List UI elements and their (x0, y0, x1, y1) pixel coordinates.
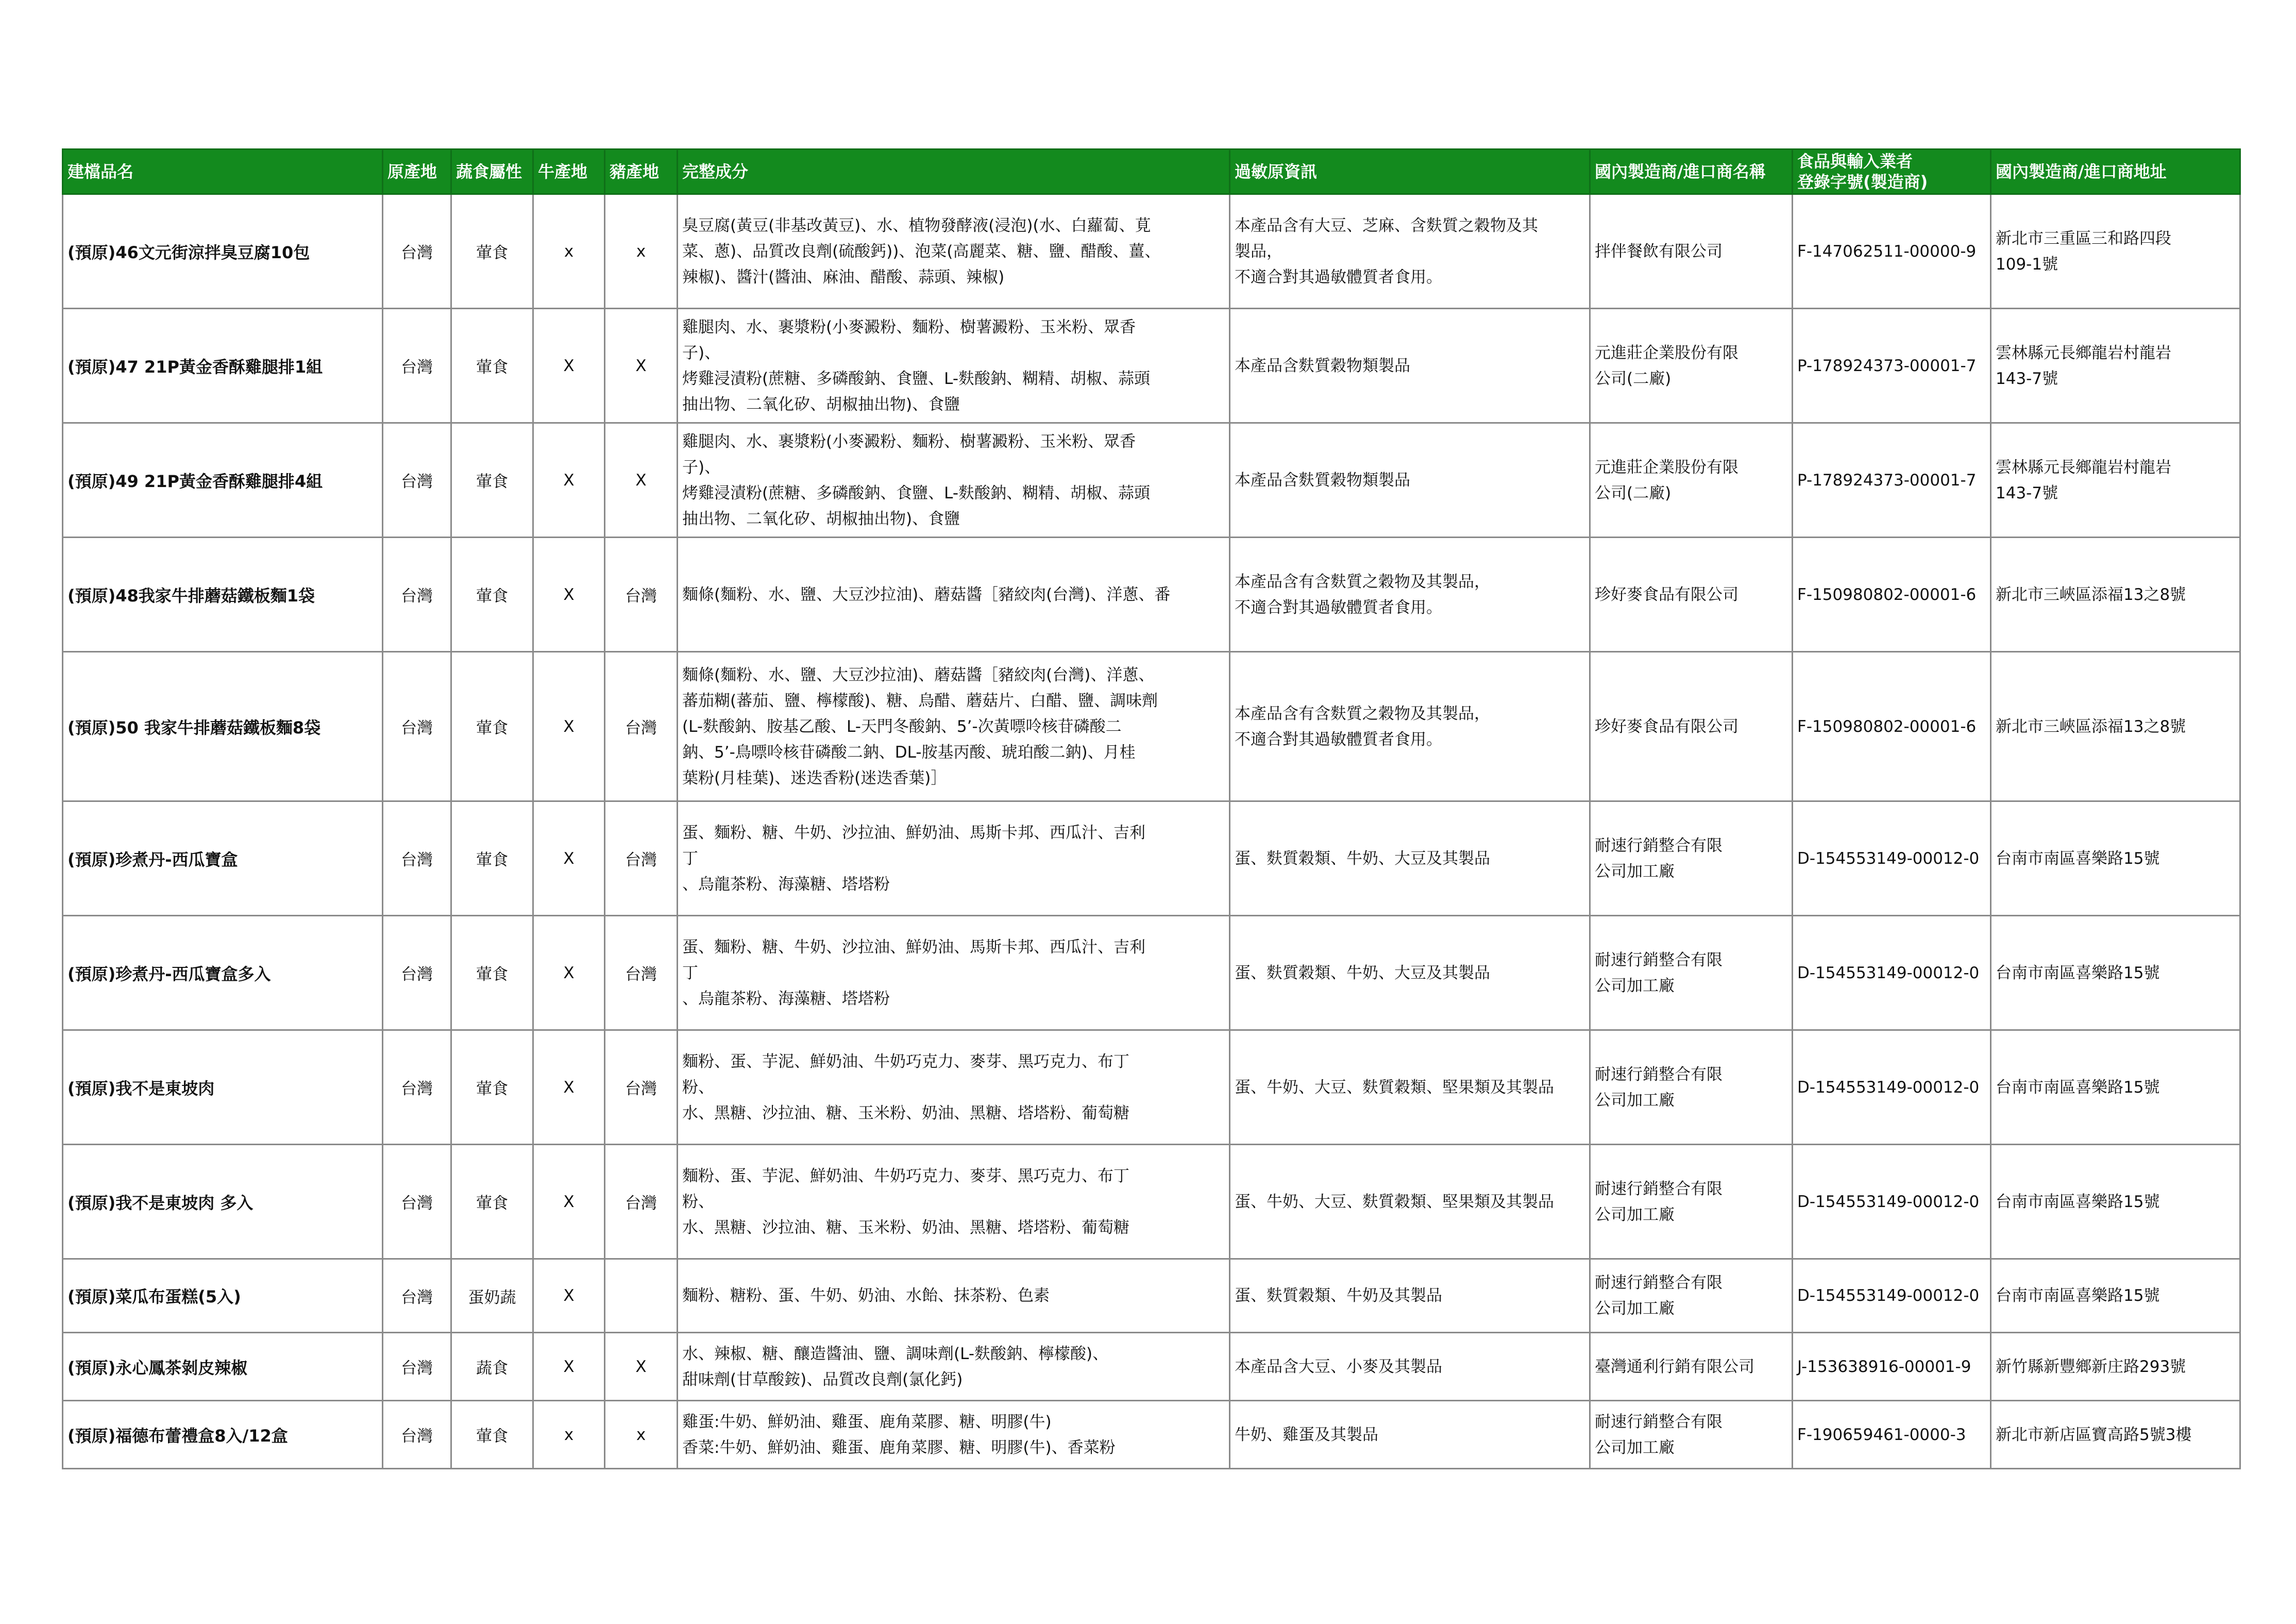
cell-allergens: 蛋、麩質穀類、牛奶、大豆及其製品 (1230, 916, 1590, 1030)
cell-beef: x (533, 194, 605, 309)
cell-origin: 台灣 (383, 801, 451, 916)
cell-allergens: 本產品含有大豆、芝麻、含麩質之穀物及其 製品， 不適合對其過敏體質者食用。 (1230, 194, 1590, 309)
table-body (63, 194, 2240, 1469)
table-row (63, 652, 2240, 801)
cell-veg: 葷食 (451, 1401, 533, 1469)
cell-beef: X (533, 652, 605, 801)
cell-allergens: 蛋、牛奶、大豆、麩質穀類、堅果類及其製品 (1230, 1145, 1590, 1259)
cell-ingredients: 蛋、麵粉、糖、牛奶、沙拉油、鮮奶油、馬斯卡邦、西瓜汁、吉利 丁 、烏龍茶粉、海藻糖、塔塔粉 (678, 916, 1230, 1030)
cell-reg-no: P-178924373-00001-7 (1793, 423, 1991, 538)
cell-allergens: 牛奶、雞蛋及其製品 (1230, 1401, 1590, 1469)
cell-veg: 葷食 (451, 652, 533, 801)
cell-pork: X (605, 1333, 678, 1401)
cell-beef: X (533, 1333, 605, 1401)
cell-ingredients: 水、辣椒、糖、釀造醬油、鹽、調味劑(L-麩酸鈉、檸檬酸)、 甜味劑(甘草酸銨)、品質改良劑(氯化鈣) (678, 1333, 1230, 1401)
cell-name: (預原)46文元街涼拌臭豆腐10包 (63, 194, 383, 309)
cell-pork: x (605, 194, 678, 309)
cell-address: 雲林縣元長鄉龍岩村龍岩 143-7號 (1991, 423, 2240, 538)
cell-beef: X (533, 801, 605, 916)
cell-veg: 葷食 (451, 309, 533, 423)
cell-beef: X (533, 1030, 605, 1145)
cell-allergens: 蛋、麩質穀類、牛奶、大豆及其製品 (1230, 801, 1590, 916)
cell-name: (預原)我不是東坡肉 (63, 1030, 383, 1145)
cell-reg-no: P-178924373-00001-7 (1793, 309, 1991, 423)
cell-manufacturer: 珍好麥食品有限公司 (1590, 652, 1793, 801)
cell-address: 台南市南區喜樂路15號 (1991, 916, 2240, 1030)
cell-name: (預原)珍煮丹-西瓜寶盒多入 (63, 916, 383, 1030)
table-row (63, 1259, 2240, 1333)
cell-reg-no: D-154553149-00012-0 (1793, 801, 1991, 916)
cell-reg-no: J-153638916-00001-9 (1793, 1333, 1991, 1401)
cell-veg: 葷食 (451, 1145, 533, 1259)
cell-address: 新北市三峽區添福13之8號 (1991, 652, 2240, 801)
cell-ingredients: 雞腿肉、水、裹漿粉(小麥澱粉、麵粉、樹薯澱粉、玉米粉、眾香 子)、 烤雞浸漬粉(蔗糖、多磷酸鈉、食鹽、L-麩酸鈉、糊精、胡椒、蒜頭 抽出物、二氧化矽、胡椒抽出物)、食鹽 (678, 309, 1230, 423)
cell-name: (預原)47 21P黃金香酥雞腿排1組 (63, 309, 383, 423)
cell-reg-no: F-147062511-00000-9 (1793, 194, 1991, 309)
cell-name: (預原)50 我家牛排蘑菇鐵板麵8袋 (63, 652, 383, 801)
cell-origin: 台灣 (383, 1145, 451, 1259)
cell-veg: 葷食 (451, 916, 533, 1030)
cell-reg-no: D-154553149-00012-0 (1793, 1145, 1991, 1259)
cell-name: (預原)珍煮丹-西瓜寶盒 (63, 801, 383, 916)
header-row (63, 149, 2240, 194)
cell-manufacturer: 拌伴餐飲有限公司 (1590, 194, 1793, 309)
cell-address: 新北市三重區三和路四段 109-1號 (1991, 194, 2240, 309)
table-row (63, 309, 2240, 423)
header-beef-origin: 牛產地 (533, 149, 605, 194)
cell-pork: x (605, 1401, 678, 1469)
cell-origin: 台灣 (383, 1333, 451, 1401)
cell-address: 新北市新店區寶高路5號3樓 (1991, 1401, 2240, 1469)
cell-veg: 蛋奶蔬 (451, 1259, 533, 1333)
header-ingredients: 完整成分 (678, 149, 1230, 194)
cell-manufacturer: 耐速行銷整合有限 公司加工廠 (1590, 1145, 1793, 1259)
cell-beef: X (533, 1145, 605, 1259)
cell-allergens: 本產品含麩質穀物類製品 (1230, 423, 1590, 538)
cell-address: 台南市南區喜樂路15號 (1991, 1030, 2240, 1145)
cell-origin: 台灣 (383, 652, 451, 801)
cell-veg: 蔬食 (451, 1333, 533, 1401)
table-row (63, 916, 2240, 1030)
cell-veg: 葷食 (451, 801, 533, 916)
cell-allergens: 本產品含有含麩質之穀物及其製品， 不適合對其過敏體質者食用。 (1230, 652, 1590, 801)
header-reg-no: 食品與輸入業者 登錄字號(製造商) (1793, 149, 1991, 194)
cell-ingredients: 臭豆腐(黃豆(非基改黃豆)、水、植物發酵液(浸泡)(水、白蘿蔔、莧 菜、蔥)、品質改良劑(硫酸鈣))、泡菜(高麗菜、糖、鹽、醋酸、薑、 辣椒)、醬汁(醬油、麻油、醋酸、蒜頭、辣椒) (678, 194, 1230, 309)
cell-pork: X (605, 309, 678, 423)
cell-manufacturer: 耐速行銷整合有限 公司加工廠 (1590, 1030, 1793, 1145)
cell-ingredients: 雞蛋:牛奶、鮮奶油、雞蛋、鹿角菜膠、糖、明膠(牛) 香菜:牛奶、鮮奶油、雞蛋、鹿角菜膠、糖、明膠(牛)、香菜粉 (678, 1401, 1230, 1469)
cell-allergens: 本產品含麩質穀物類製品 (1230, 309, 1590, 423)
cell-reg-no: D-154553149-00012-0 (1793, 1030, 1991, 1145)
cell-pork: 台灣 (605, 538, 678, 652)
table-row (63, 1401, 2240, 1469)
cell-ingredients: 麵粉、蛋、芋泥、鮮奶油、牛奶巧克力、麥芽、黑巧克力、布丁 粉、 水、黑糖、沙拉油、糖、玉米粉、奶油、黑糖、塔塔粉、葡萄糖 (678, 1030, 1230, 1145)
header-pork-origin: 豬產地 (605, 149, 678, 194)
cell-origin: 台灣 (383, 194, 451, 309)
cell-manufacturer: 耐速行銷整合有限 公司加工廠 (1590, 801, 1793, 916)
cell-reg-no: D-154553149-00012-0 (1793, 1259, 1991, 1333)
cell-origin: 台灣 (383, 538, 451, 652)
cell-beef: X (533, 1259, 605, 1333)
cell-origin: 台灣 (383, 1401, 451, 1469)
cell-address: 台南市南區喜樂路15號 (1991, 1259, 2240, 1333)
cell-address: 雲林縣元長鄉龍岩村龍岩 143-7號 (1991, 309, 2240, 423)
cell-allergens: 本產品含有含麩質之穀物及其製品， 不適合對其過敏體質者食用。 (1230, 538, 1590, 652)
cell-pork (605, 1259, 678, 1333)
cell-ingredients: 蛋、麵粉、糖、牛奶、沙拉油、鮮奶油、馬斯卡邦、西瓜汁、吉利 丁 、烏龍茶粉、海藻糖、塔塔粉 (678, 801, 1230, 916)
cell-name: (預原)福德布蕾禮盒8入/12盒 (63, 1401, 383, 1469)
cell-reg-no: F-150980802-00001-6 (1793, 652, 1991, 801)
cell-origin: 台灣 (383, 916, 451, 1030)
cell-ingredients: 雞腿肉、水、裹漿粉(小麥澱粉、麵粉、樹薯澱粉、玉米粉、眾香 子)、 烤雞浸漬粉(蔗糖、多磷酸鈉、食鹽、L-麩酸鈉、糊精、胡椒、蒜頭 抽出物、二氧化矽、胡椒抽出物)、食鹽 (678, 423, 1230, 538)
cell-veg: 葷食 (451, 423, 533, 538)
cell-origin: 台灣 (383, 309, 451, 423)
cell-manufacturer: 珍好麥食品有限公司 (1590, 538, 1793, 652)
cell-pork: 台灣 (605, 801, 678, 916)
cell-pork: 台灣 (605, 1145, 678, 1259)
table-row (63, 423, 2240, 538)
cell-allergens: 蛋、牛奶、大豆、麩質穀類、堅果類及其製品 (1230, 1030, 1590, 1145)
cell-ingredients: 麵條(麵粉、水、鹽、大豆沙拉油)、蘑菇醬［豬絞肉(台灣)、洋蔥、 蕃茄糊(蕃茄、鹽、檸檬酸)、糖、烏醋、蘑菇片、白醋、鹽、調味劑 (L-麩酸鈉、胺基乙酸、L-天門冬酸鈉、5’-次黃嘌呤核苷磷酸二 鈉、5’-鳥嘌呤核苷磷酸二鈉、DL-胺基丙酸、琥珀酸二鈉)、月桂 葉粉(月桂葉)、迷迭香粉(迷迭香葉)］ (678, 652, 1230, 801)
cell-manufacturer: 耐速行銷整合有限 公司加工廠 (1590, 1401, 1793, 1469)
header-manufacturer: 國內製造商/進口商名稱 (1590, 149, 1793, 194)
header-veg: 蔬食屬性 (451, 149, 533, 194)
cell-name: (預原)49 21P黃金香酥雞腿排4組 (63, 423, 383, 538)
cell-pork: X (605, 423, 678, 538)
cell-beef: X (533, 423, 605, 538)
cell-beef: X (533, 309, 605, 423)
cell-beef: x (533, 1401, 605, 1469)
cell-manufacturer: 耐速行銷整合有限 公司加工廠 (1590, 916, 1793, 1030)
table-row (63, 801, 2240, 916)
cell-manufacturer: 臺灣通利行銷有限公司 (1590, 1333, 1793, 1401)
header-address: 國內製造商/進口商地址 (1991, 149, 2240, 194)
cell-veg: 葷食 (451, 538, 533, 652)
cell-pork: 台灣 (605, 652, 678, 801)
cell-address: 新竹縣新豐鄉新庄路293號 (1991, 1333, 2240, 1401)
cell-ingredients: 麵粉、糖粉、蛋、牛奶、奶油、水飴、抹茶粉、色素 (678, 1259, 1230, 1333)
table-row (63, 194, 2240, 309)
cell-allergens: 本產品含大豆、小麥及其製品 (1230, 1333, 1590, 1401)
cell-name: (預原)菜瓜布蛋糕(5入) (63, 1259, 383, 1333)
cell-reg-no: F-190659461-0000-3 (1793, 1401, 1991, 1469)
table-row (63, 1030, 2240, 1145)
cell-name: (預原)我不是東坡肉 多入 (63, 1145, 383, 1259)
cell-ingredients: 麵粉、蛋、芋泥、鮮奶油、牛奶巧克力、麥芽、黑巧克力、布丁 粉、 水、黑糖、沙拉油、糖、玉米粉、奶油、黑糖、塔塔粉、葡萄糖 (678, 1145, 1230, 1259)
cell-allergens: 蛋、麩質穀類、牛奶及其製品 (1230, 1259, 1590, 1333)
cell-address: 台南市南區喜樂路15號 (1991, 1145, 2240, 1259)
cell-origin: 台灣 (383, 1259, 451, 1333)
header-allergens: 過敏原資訊 (1230, 149, 1590, 194)
cell-manufacturer: 元進莊企業股份有限 公司(二廠) (1590, 309, 1793, 423)
table-row (63, 1145, 2240, 1259)
header-name: 建檔品名 (63, 149, 383, 194)
cell-origin: 台灣 (383, 1030, 451, 1145)
cell-beef: X (533, 538, 605, 652)
table-header (63, 149, 2240, 194)
table-row (63, 538, 2240, 652)
cell-manufacturer: 耐速行銷整合有限 公司加工廠 (1590, 1259, 1793, 1333)
cell-name: (預原)永心鳳茶剝皮辣椒 (63, 1333, 383, 1401)
cell-ingredients: 麵條(麵粉、水、鹽、大豆沙拉油)、蘑菇醬［豬絞肉(台灣)、洋蔥、番 (678, 538, 1230, 652)
cell-origin: 台灣 (383, 423, 451, 538)
cell-pork: 台灣 (605, 1030, 678, 1145)
cell-pork: 台灣 (605, 916, 678, 1030)
cell-address: 新北市三峽區添福13之8號 (1991, 538, 2240, 652)
cell-beef: X (533, 916, 605, 1030)
header-origin: 原產地 (383, 149, 451, 194)
cell-address: 台南市南區喜樂路15號 (1991, 801, 2240, 916)
cell-veg: 葷食 (451, 194, 533, 309)
cell-name: (預原)48我家牛排蘑菇鐵板麵1袋 (63, 538, 383, 652)
product-table (62, 148, 2241, 1469)
table-row (63, 1333, 2240, 1401)
cell-reg-no: D-154553149-00012-0 (1793, 916, 1991, 1030)
cell-veg: 葷食 (451, 1030, 533, 1145)
cell-manufacturer: 元進莊企業股份有限 公司(二廠) (1590, 423, 1793, 538)
cell-reg-no: F-150980802-00001-6 (1793, 538, 1991, 652)
